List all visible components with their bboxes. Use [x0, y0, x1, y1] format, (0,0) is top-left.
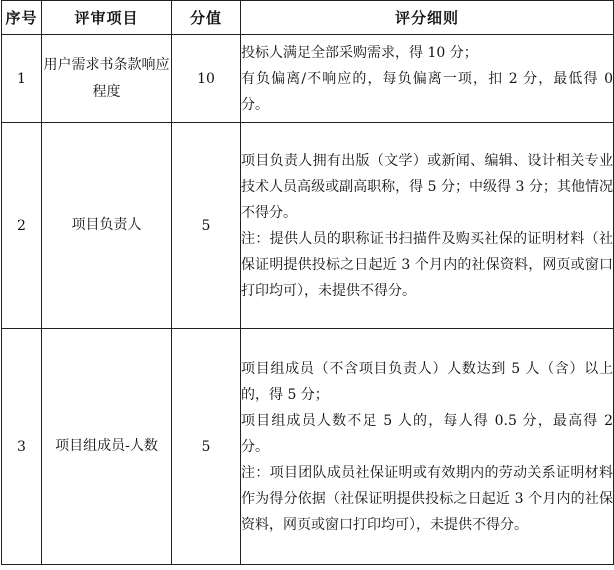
row-detail — [241, 123, 614, 329]
header-score: 分值 — [172, 1, 241, 35]
table-row — [2, 329, 614, 565]
detail-paragraph: 注：项目团队成员社保证明或有效期内的劳动关系证明材料作为得分依据（社保证明提供投标之日起近 3 个月内的社保资料，网页或窗口打印均可），未提供不得分。 — [241, 464, 613, 533]
table-row — [2, 123, 614, 329]
row-score: 5 — [172, 329, 241, 565]
header-no: 序号 — [2, 1, 42, 35]
header-item: 评审项目 — [42, 1, 172, 35]
row-score: 10 — [172, 35, 241, 123]
row-item: 用户需求书条款响应程度 — [42, 35, 172, 123]
row-item: 项目负责人 — [42, 123, 172, 329]
row-detail — [241, 329, 614, 565]
row-no: 2 — [2, 123, 42, 329]
detail-paragraph: 注：提供人员的职称证书扫描件及购买社保的证明材料（社保证明提供投标之日起近 3 个月内的社保资料，网页或窗口打印均可），未提供不得分。 — [241, 230, 613, 299]
row-detail — [241, 35, 614, 123]
detail-paragraph: 项目组成员人数不足 5 人的，每人得 0.5 分，最高得 2 分。 — [241, 412, 613, 455]
header-detail: 评分细则 — [241, 1, 614, 35]
row-score: 5 — [172, 123, 241, 329]
detail-paragraph: 项目负责人拥有出版（文学）或新闻、编辑、设计相关专业技术人员高级或副高职称，得 5 分；中级得 3 分；其他情况不得分。 — [241, 152, 613, 221]
detail-paragraph: 有负偏离/不响应的，每负偏离一项，扣 2 分，最低得 0 分。 — [241, 70, 613, 113]
row-no: 3 — [2, 329, 42, 565]
row-no: 1 — [2, 35, 42, 123]
table-header-row — [2, 1, 614, 35]
row-item: 项目组成员-人数 — [42, 329, 172, 565]
scoring-table — [1, 0, 614, 565]
detail-paragraph: 项目组成员（不含项目负责人）人数达到 5 人（含）以上的，得 5 分； — [241, 360, 613, 403]
detail-paragraph: 投标人满足全部采购需求，得 10 分； — [241, 44, 478, 61]
table-row — [2, 35, 614, 123]
